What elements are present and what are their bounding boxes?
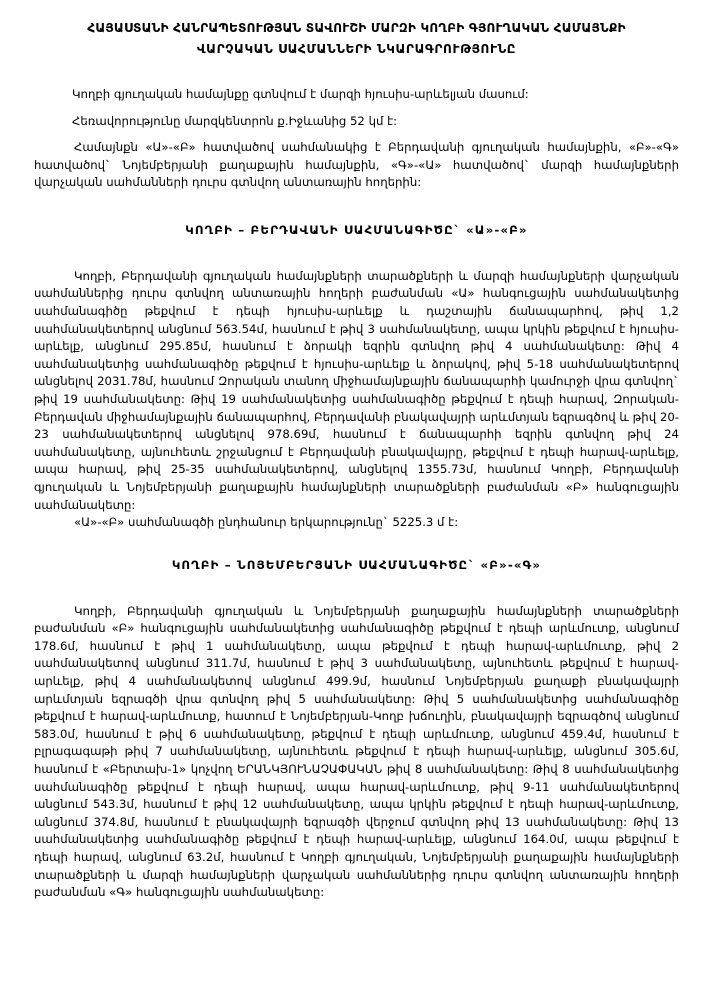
document-title [42,18,671,60]
spacer-before-neighbors [34,130,679,139]
spacer-before-section-2 [34,532,679,558]
spacer-between-intro-lines [34,104,679,113]
spacer-after-section-1-heading [34,237,679,268]
document-title-line-1: ՀԱՅԱՍՏԱՆԻ ՀԱՆՐԱՊԵՏՈՒԹՅԱՆ ՏԱՎՈՒՇԻ ՄԱՐԶԻ ԿՈՂԲԻ ԳՅՈՒՂԱԿԱՆ ՀԱՄԱՅՆՔԻ [87,21,626,35]
section-1-body: Կողբի, Բերդավանի գյուղական համայնքների տարածքների և մարզի համայնքների վարչական սահմաններից դուրս գտնվող անտառային հողերի բաժանման «Ա» հանգուցային սահմանակետից սահմանագիծը թեքվում է դեպի հյուսիս-արևելք և դաշտային ճանապարհով, թիվ 1,2 սահմանակետերով անցնում 563.54մ, հասնում է թիվ 3 սահմանակետը, ապա կրկին թեքվում է հյուսիս-արևելք, անցնում 295.85մ, հասնում է ձորակի եզրին գտնվող թիվ 4 սահմանակետը: Թիվ 4 սահմանակետից սահմանագիծը թեքվում է հյուսիս-արևելք և ձորակով, թիվ 5-18 սահմանակետերով անցնելով 2031.78մ, հասնում Զորական տանող միջհամայնքային ճանապարհի կամուրջի վրա գտնվող` թիվ 19 սահմանակետը: Թիվ 19 սահմանակետից սահմանագիծը թեքվում է դեպի հարավ, Զորական-Բերդավան միջհամայնքային ճանապարհով, Բերդավանի բնակավայրի արևմտյան եզրագծով և թիվ 20-23 սահմանակետերով անցնելով 978.69մ, հասնում է ճանապարհի եզրին գտնվող թիվ 24 սահմանակետը, այնուհետև շրջանցում է Բերդավանի բնակավայրը, թեքվում է դեպի հարավ-արևելք, ապա հարավ, թիվ 25-35 սահմանակետերով, անցնելով 1355.73մ, հասնում Կողբի, Բերդավանի գյուղական և Նոյեմբերյանի քաղաքային համայնքների տարածքների բաժանման «Բ» հանգուցային սահմանակետը: [34,268,679,512]
intro-neighbors-text: Համայնքն «Ա»-«Բ» հատվածով սահմանակից է Բերդավանի գյուղական համայնքին, «Բ»-«Գ» հատվածով` Նոյեմբերյանի քաղաքային համայնքին, «Գ»-«Ա» հատվածով` մարզի համայնքների վարչական սահմանների դուրս գտնվող անտառային հողերին: [34,140,679,190]
section-2-body: Կողբի, Բերդավանի գյուղական և Նոյեմբերյանի քաղաքային համայնքների տարածքների բաժանման «Բ» հանգուցային սահմանակետից սահմանագիծը թեքվում է դեպի արևմուտք, անցնում 178.6մ, հասնում է թիվ 1 սահմանակետը, ապա թեքվում է դեպի հարավ-արևմուտք, թիվ 2 սահմանակետով անցնում 311.7մ, հասնում է թիվ 3 սահմանակետը, այնուհետև թեքվում է հարավ-արևելք, թիվ 4 սահմանակետով անցնում 499.9մ, հասնում Նոյեմբերյան քաղաքի բնակավայրի արևմտյան եզրագծի վրա գտնվող թիվ 5 սահմանակետը: Թիվ 5 սահմանակետից սահմանագիծը թեքվում է հարավ-արևմուտք, հատում է Նոյեմբերյան-Կողբ խճուղին, բնակավայրի եզրագծով անցնում 583.0մ, հասնում է թիվ 6 սահմանակետը, թեքվում է դեպի արևմուտք, անցնում 459.4մ, հասնում է բլրագագաթի թիվ 7 սահմանակետը, այնուհետև թեքվում է դեպի հարավ-արևելք, անցնում 305.6մ, հասնում է «Բերտախ-1» կոչվող ԵՐԱՆԿՅՈՒՆԱՉԱՓԱԿԱՆ թիվ 8 սահմանակետը: Թիվ 8 սահմանակետից սահմանագիծը թեքվում է դեպի հարավ, ապա հարավ-արևմուտք, թիվ 9-11 սահմանակետերով անցնում 543.3մ, հասնում է թիվ 12 սահմանակետը, ապա կրկին թեքվում է դեպի հարավ-արևմուտք, անցնում 374.8մ, հասնում է բնակավայրի եզրագծի վերջում գտնվող թիվ 13 սահմանակետը: Թիվ 13 սահմանակետից սահմանագիծը թեքվում է դեպի հարավ-արևելք, անցնում 164.0մ, ապա թեքվում է դեպի հարավ, անցնում 63.2մ, հասնում է Կողբի գյուղական, Նոյեմբերյանի քաղաքային համայնքների տարածքների և մարզի համայնքների վարչական սահմաններից դուրս գտնվող անտառային հողերի բաժանման «Գ» հանգուցային սահմանակետը: [34,603,679,900]
intro-location-text: Կողբի գյուղական համայնքը գտնվում է մարզի հյուսիս-արևելյան մասում: [72,87,529,101]
section-1-heading: ԿՈՂԲԻ – ԲԵՐԴԱՎԱՆԻ ՍԱՀՄԱՆԱԳԻԾԸ` «Ա»-«Բ» [185,222,528,237]
document-title-line-2: ՎԱՐՉԱԿԱՆ ՍԱՀՄԱՆՆԵՐԻ ՆԿԱՐԱԳՐՈՒԹՅՈՒՆԸ [196,42,517,56]
spacer-after-title [34,60,679,86]
spacer-after-section-2-heading [34,572,679,603]
intro-distance-text: Հեռավորությունը մարզկենտրոն ք.Իջևանից 52 կմ է: [72,113,398,128]
section-2-heading: ԿՈՂԲԻ – ՆՈՅԵՄԲԵՐՅԱՆԻ ՍԱՀՄԱՆԱԳԻԾԸ` «Բ»-«Գ» [171,557,542,572]
section-1-total-length: «Ա»-«Բ» սահմանագծի ընդհանուր երկարությունը` 5225.3 մ է: [74,515,459,530]
spacer-before-section-1 [34,192,679,223]
